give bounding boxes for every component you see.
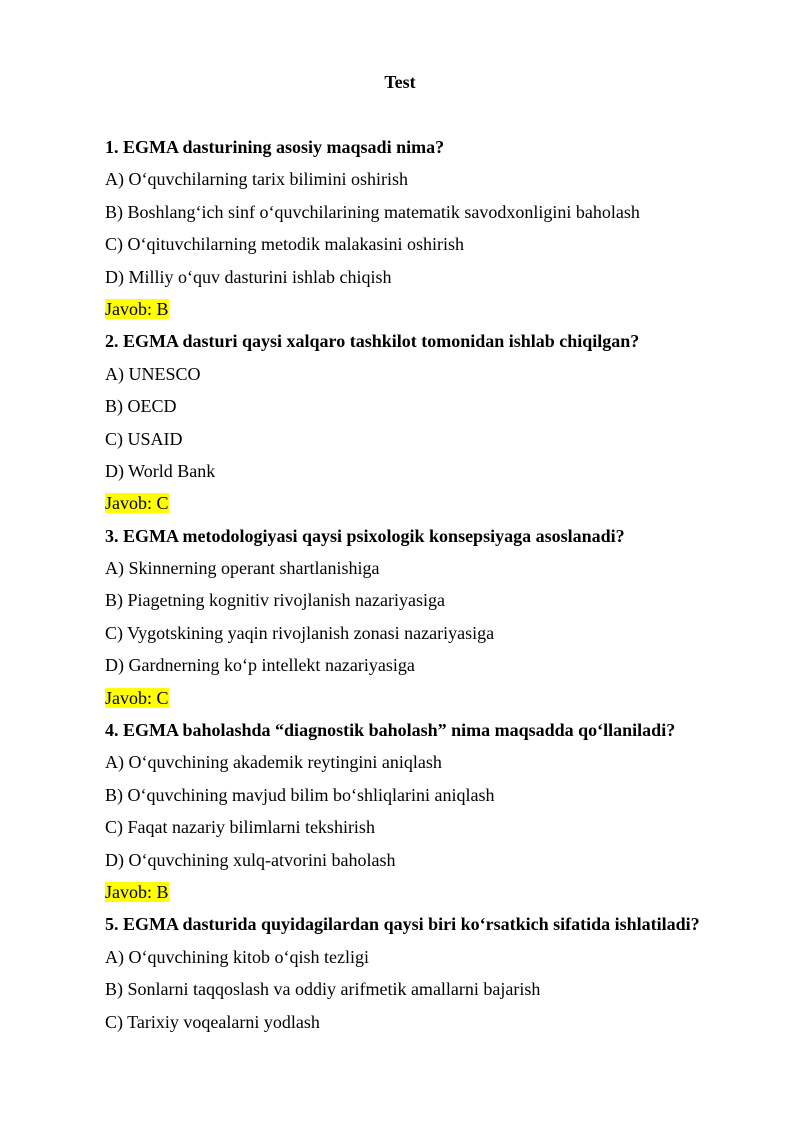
- answer-highlight: Javob: B: [105, 881, 169, 902]
- question-3-answer: [105, 685, 765, 717]
- question-4-answer: [105, 879, 765, 911]
- question-5-option-b: B) Sonlarni taqqoslash va oddiy arifmetik amallarni bajarish: [105, 979, 541, 1000]
- answer-highlight: Javob: B: [105, 298, 169, 319]
- page-title: Test: [384, 72, 416, 92]
- question-4-option-c: C) Faqat nazariy bilimlarni tekshirish: [105, 817, 375, 838]
- question-3-option-c: C) Vygotskining yaqin rivojlanish zonasi nazariyasiga: [105, 622, 495, 643]
- question-5-option-a: A) O‘quvchining kitob o‘qish tezligi: [105, 946, 369, 967]
- question-4-option-d: D) O‘quvchining xulq-atvorini baholash: [105, 849, 396, 870]
- question-1-answer: [105, 296, 765, 328]
- question-3-option-a: A) Skinnerning operant shartlanishiga: [105, 558, 380, 579]
- answer-highlight: Javob: C: [105, 687, 169, 708]
- question-4-option-b: B) O‘quvchining mavjud bilim bo‘shliqlarini aniqlash: [105, 784, 495, 805]
- question-2-answer: [105, 490, 765, 522]
- question-2: 2. EGMA dasturi qaysi xalqaro tashkilot tomonidan ishlab chiqilgan?: [105, 331, 640, 352]
- answer-highlight: Javob: C: [105, 493, 169, 514]
- question-1-option-b: B) Boshlang‘ich sinf o‘quvchilarining matematik savodxonligini baholash: [105, 201, 640, 222]
- question-2-option-c: C) USAID: [105, 428, 183, 449]
- question-4-option-a: A) O‘quvchining akademik reytingini aniqlash: [105, 752, 442, 773]
- test-content: [105, 134, 765, 1041]
- question-3-option-d: D) Gardnerning ko‘p intellekt nazariyasiga: [105, 655, 415, 676]
- question-4: 4. EGMA baholashda “diagnostik baholash” nima maqsadda qo‘llaniladi?: [105, 720, 676, 741]
- question-2-option-b: B) OECD: [105, 396, 177, 417]
- question-2-option-a: A) UNESCO: [105, 363, 201, 384]
- question-5-option-c: C) Tarixiy voqealarni yodlash: [105, 1011, 320, 1032]
- question-1-option-d: D) Milliy o‘quv dasturini ishlab chiqish: [105, 266, 392, 287]
- question-3: 3. EGMA metodologiyasi qaysi psixologik konsepsiyaga asoslanadi?: [105, 525, 625, 546]
- question-1-option-c: C) O‘qituvchilarning metodik malakasini oshirish: [105, 234, 464, 255]
- question-1: 1. EGMA dasturining asosiy maqsadi nima?: [105, 137, 445, 157]
- question-1-option-a: A) O‘quvchilarning tarix bilimini oshirish: [105, 169, 408, 190]
- question-3-option-b: B) Piagetning kognitiv rivojlanish nazariyasiga: [105, 590, 445, 611]
- question-5: 5. EGMA dasturida quyidagilardan qaysi biri ko‘rsatkich sifatida ishlatiladi?: [105, 914, 700, 935]
- question-2-option-d: D) World Bank: [105, 460, 216, 481]
